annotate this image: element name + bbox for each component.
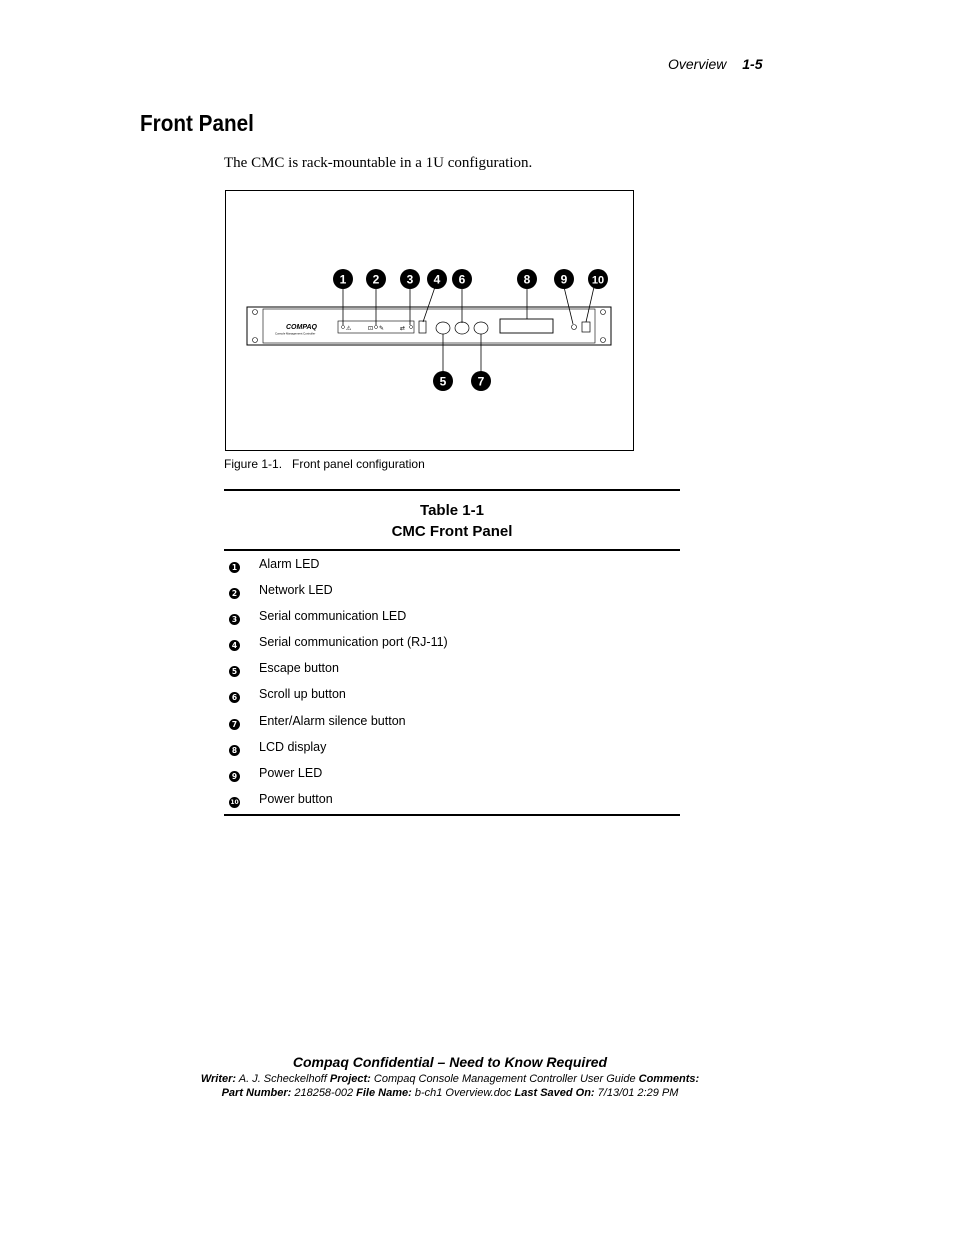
callout-number: 3 bbox=[406, 272, 414, 287]
row-label: Power button bbox=[259, 791, 333, 806]
table-row bbox=[224, 634, 680, 660]
project-value: Compaq Console Management Controller User Guide bbox=[373, 1073, 636, 1085]
serial-icon: ⇄ bbox=[400, 325, 406, 332]
callout-number: 6 bbox=[458, 272, 466, 287]
row-label: Serial communication LED bbox=[259, 609, 407, 624]
project-label: Project: bbox=[329, 1073, 371, 1085]
comments-label: Comments: bbox=[638, 1073, 700, 1085]
table-bottom-rule bbox=[224, 814, 680, 816]
row-label: Power LED bbox=[259, 765, 323, 780]
footer-confidential: Compaq Confidential – Need to Know Required bbox=[292, 1054, 608, 1070]
part-number-value: 218258-002 bbox=[294, 1087, 354, 1099]
callout-3 bbox=[400, 269, 420, 289]
table-row bbox=[224, 765, 680, 791]
callout-7 bbox=[471, 371, 491, 391]
row-number-badge: 6 bbox=[229, 692, 240, 703]
row-number-badge: 9 bbox=[229, 771, 240, 782]
callout-number: 9 bbox=[560, 272, 568, 287]
row-number-badge: 5 bbox=[229, 666, 240, 677]
row-label: Serial communication port (RJ-11) bbox=[259, 635, 448, 650]
row-label: Enter/Alarm silence button bbox=[259, 713, 406, 728]
row-number-badge: 2 bbox=[229, 588, 240, 599]
legend-table bbox=[224, 556, 680, 817]
callout-4 bbox=[427, 269, 447, 289]
front-panel-diagram bbox=[226, 191, 633, 450]
network-cable-icon: ✎ bbox=[379, 325, 385, 332]
figure-caption bbox=[224, 457, 425, 471]
table-title: CMC Front Panel bbox=[391, 523, 513, 540]
table-row bbox=[224, 739, 680, 765]
table-header-rule bbox=[224, 549, 680, 551]
table-top-rule bbox=[224, 489, 680, 491]
callout-number: 8 bbox=[523, 272, 531, 287]
callout-1 bbox=[333, 269, 353, 289]
network-icon: ⊡ bbox=[368, 325, 374, 332]
row-number-badge: 10 bbox=[230, 798, 239, 806]
callout-number: 10 bbox=[591, 274, 605, 287]
figure-caption-text: Front panel configuration bbox=[292, 457, 425, 471]
table-row bbox=[224, 686, 680, 712]
callout-6 bbox=[452, 269, 472, 289]
row-label: LCD display bbox=[259, 739, 327, 754]
file-name-label: File Name: bbox=[356, 1087, 412, 1099]
footer-line-2 bbox=[0, 1087, 900, 1099]
footer-line-1 bbox=[0, 1073, 900, 1085]
callout-10 bbox=[588, 269, 608, 289]
header-page-number: 1-5 bbox=[742, 56, 763, 72]
brand-subtitle: Console Management Controller bbox=[275, 331, 316, 336]
row-label: Alarm LED bbox=[259, 557, 320, 571]
row-number-badge: 4 bbox=[229, 640, 240, 651]
callout-number: 5 bbox=[439, 374, 447, 389]
last-saved-value: 7/13/01 2:29 PM bbox=[597, 1087, 679, 1099]
table-row bbox=[224, 608, 680, 634]
page-title: Front Panel bbox=[140, 110, 254, 136]
table-row bbox=[224, 556, 680, 582]
running-header bbox=[668, 56, 762, 72]
row-label: Network LED bbox=[259, 583, 333, 598]
table-row bbox=[224, 713, 680, 739]
brand-logo: COMPAQ bbox=[286, 324, 317, 331]
callout-number: 7 bbox=[477, 374, 485, 389]
alarm-icon: ⚠ bbox=[346, 325, 352, 332]
callout-number: 2 bbox=[372, 272, 380, 287]
row-number-badge: 3 bbox=[229, 614, 240, 625]
intro-paragraph: The CMC is rack-mountable in a 1U configuration. bbox=[224, 155, 533, 171]
row-number-badge: 1 bbox=[229, 562, 240, 573]
callout-number: 4 bbox=[433, 272, 441, 287]
callout-8 bbox=[517, 269, 537, 289]
file-name-value: b-ch1 Overview.doc bbox=[414, 1087, 512, 1099]
table-row bbox=[224, 582, 680, 608]
figure-caption-label: Figure 1-1. bbox=[224, 457, 283, 471]
table-row bbox=[224, 660, 680, 686]
writer-label: Writer: bbox=[200, 1073, 237, 1085]
callout-number: 1 bbox=[339, 272, 347, 287]
writer-value: A. J. Scheckelhoff bbox=[238, 1073, 327, 1085]
row-number-badge: 8 bbox=[229, 745, 240, 756]
row-label: Scroll up button bbox=[259, 687, 346, 702]
row-number-badge: 7 bbox=[229, 719, 240, 730]
callout-5 bbox=[433, 371, 453, 391]
part-number-label: Part Number: bbox=[221, 1087, 292, 1099]
header-section: Overview bbox=[668, 56, 727, 72]
table-caption bbox=[224, 500, 680, 542]
callout-2 bbox=[366, 269, 386, 289]
row-label: Escape button bbox=[259, 661, 339, 676]
table-number: Table 1-1 bbox=[420, 502, 484, 519]
front-panel-figure bbox=[225, 190, 634, 451]
last-saved-label: Last Saved On: bbox=[514, 1087, 595, 1099]
callout-9 bbox=[554, 269, 574, 289]
